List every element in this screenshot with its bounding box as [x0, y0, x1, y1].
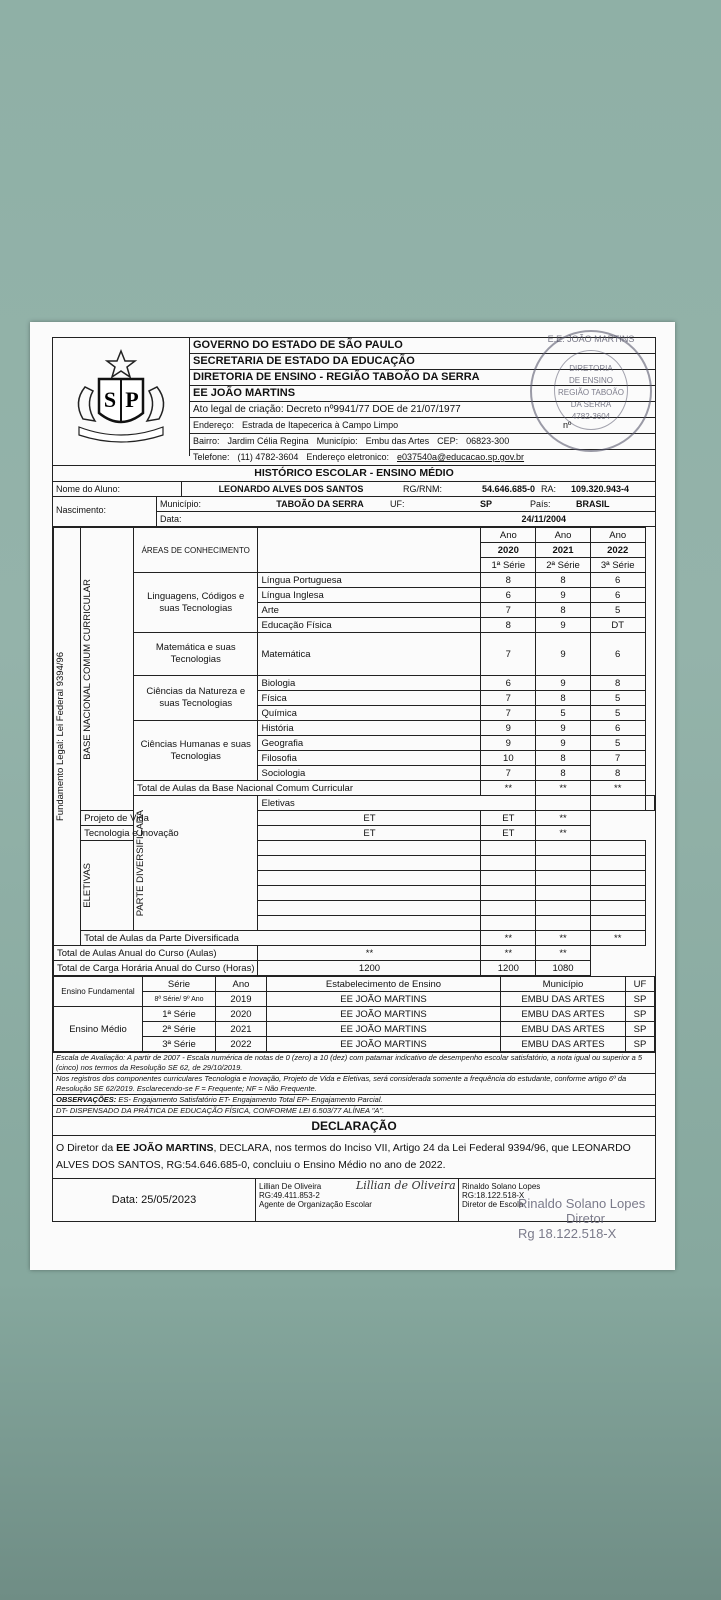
school-name: EE JOÃO MARTINS [190, 386, 655, 402]
disciplina-nome: Filosofia [258, 751, 481, 766]
medio-row [54, 1007, 655, 1022]
diversificada-nome: Tecnologia e Inovação [81, 826, 258, 841]
carga-label: Total de Carga Horária Anual do Curso (Horas) [54, 961, 258, 976]
pais-value: BRASIL [576, 499, 610, 509]
eletiva-nota [536, 901, 591, 916]
ano-label-1: Ano [536, 528, 591, 543]
medio-row [54, 1037, 655, 1052]
total-anual-value: ** [258, 946, 481, 961]
bncc-cell [81, 528, 134, 811]
eletiva-nome [258, 886, 481, 901]
pais-label: País: [530, 499, 551, 509]
director-hand-stamp [518, 1196, 645, 1241]
carga-value: 1200 [258, 961, 481, 976]
nota: 9 [481, 736, 536, 751]
stamp-l1: DIRETORIA [569, 364, 613, 373]
document-title: HISTÓRICO ESCOLAR - ENSINO MÉDIO [53, 466, 655, 482]
cep-value: 06823-300 [466, 436, 510, 446]
eletiva-nota [481, 841, 536, 856]
grade-table [53, 527, 655, 976]
total-bncc-value: ** [481, 781, 536, 796]
eletivas-cell [81, 841, 134, 931]
total-bncc-value: ** [590, 781, 645, 796]
nota: 6 [590, 588, 645, 603]
disciplina-nome: Matemática [258, 633, 481, 676]
hand-stamp-cargo: Diretor [566, 1211, 606, 1226]
nota: 6 [590, 633, 645, 676]
total-anual-row [54, 946, 655, 961]
official-stamp [530, 330, 652, 452]
total-div-label: Total de Aulas da Parte Diversificada [81, 931, 481, 946]
historico-escolar [52, 337, 656, 1222]
disciplina-row [54, 676, 655, 691]
nota: 9 [536, 676, 591, 691]
agente-signature: Lillian de Oliveira [356, 1179, 456, 1192]
nota: 9 [536, 736, 591, 751]
medio-serie: 2ª Série [143, 1022, 216, 1037]
stamp-l3: REGIÃO TABOÃO [558, 388, 624, 397]
nota: 7 [481, 691, 536, 706]
diversificada-nota [645, 796, 654, 811]
diversificada-nota: ET [258, 826, 481, 841]
total-bncc-row [54, 781, 655, 796]
svg-text:P: P [125, 387, 139, 412]
carga-value: 1080 [536, 961, 591, 976]
nota: 7 [590, 751, 645, 766]
telefone-line [190, 450, 655, 465]
fund-escola: EE JOÃO MARTINS [267, 992, 501, 1007]
serie-1: 2ª Série [536, 558, 591, 573]
ano-1: 2021 [536, 543, 591, 558]
bncc-label: BASE NACIONAL COMUM CURRICULAR [82, 578, 94, 760]
hand-stamp-rg: Rg 18.122.518-X [518, 1226, 617, 1241]
telefone-label: Telefone: [193, 452, 230, 462]
registros-note: Nos registros dos componentes curriculares Tecnologia e Inovação, Projeto de Vida e Eletivas, será considerada somente a frequência do estudante, conforme artigo 6º da Resolução SE 62/2019. Esclarecendo-se F = Frequente; NF = Não Frequente. [53, 1074, 655, 1095]
disciplina-nome: Biologia [258, 676, 481, 691]
nota: 7 [481, 706, 536, 721]
areas-label: ÁREAS DE CONHECIMENTO [134, 528, 258, 573]
medio-serie: 3ª Série [143, 1037, 216, 1052]
disciplina-nome: Educação Física [258, 618, 481, 633]
nota: 8 [536, 573, 591, 588]
email-label: Endereço eletronico: [306, 452, 389, 462]
diversificada-nota: ET [258, 811, 481, 826]
nascimento-label: Nascimento: [53, 497, 157, 526]
medio-uf: SP [626, 1022, 655, 1037]
eletiva-nota [590, 841, 645, 856]
nota: 5 [590, 706, 645, 721]
uf-header: UF [626, 977, 655, 992]
ano-label: Ano [216, 977, 267, 992]
fundamento-cell [54, 528, 81, 946]
estab-label: Estabelecimento de Ensino [267, 977, 501, 992]
serie-2: 3ª Série [590, 558, 645, 573]
eletiva-nome [258, 841, 481, 856]
disciplina-nome: Química [258, 706, 481, 721]
nota: 5 [536, 706, 591, 721]
fund-label: Ensino Fundamental [54, 977, 143, 1007]
uf-label: UF: [390, 499, 405, 509]
eletivas-label: ELETIVAS [82, 863, 94, 908]
nota: 6 [481, 676, 536, 691]
serie-0: 1ª Série [481, 558, 536, 573]
nota: 8 [481, 618, 536, 633]
diversificada-nota: ET [481, 826, 536, 841]
diversificada-row [54, 796, 655, 811]
nota: 8 [536, 603, 591, 618]
document-sheet [30, 322, 675, 1270]
agente-cargo: Agente de Organização Escolar [259, 1200, 372, 1209]
disciplina-nome: História [258, 721, 481, 736]
eletiva-nome [258, 916, 481, 931]
eletiva-nota [481, 856, 536, 871]
eletiva-nota [481, 871, 536, 886]
ato-legal: Ato legal de criação: Decreto nº9941/77 DOE de 21/07/1977 [190, 402, 655, 418]
medio-escola: EE JOÃO MARTINS [267, 1022, 501, 1037]
medio-ano: 2020 [216, 1007, 267, 1022]
total-anual-value: ** [481, 946, 536, 961]
diversificada-nome: Eletivas [258, 796, 536, 811]
footer-date: Data: 25/05/2023 [53, 1179, 256, 1221]
nascimento-row [157, 497, 655, 512]
nota: 6 [590, 573, 645, 588]
notes-block [53, 1052, 655, 1117]
medio-uf: SP [626, 1007, 655, 1022]
nome-value: LEONARDO ALVES DOS SANTOS [218, 484, 364, 494]
ano-2: 2022 [590, 543, 645, 558]
observacoes-note [53, 1095, 655, 1106]
data-row [157, 512, 655, 526]
medio-mun: EMBU DAS ARTES [501, 1007, 626, 1022]
aluno-row [53, 482, 655, 497]
nome-label: Nome do Aluno: [53, 482, 182, 496]
nota: 9 [536, 588, 591, 603]
mun-header: Município [501, 977, 626, 992]
disciplina-row [54, 721, 655, 736]
secretaria-title: SECRETARIA DE ESTADO DA EDUCAÇÃO [190, 354, 655, 370]
diversificada-nota: ** [536, 826, 591, 841]
hand-stamp-nome: Rinaldo Solano Lopes [518, 1196, 646, 1211]
agente-nome: Lillian De Oliveira [259, 1182, 322, 1191]
total-anual-label: Total de Aulas Anual do Curso (Aulas) [54, 946, 258, 961]
medio-mun: EMBU DAS ARTES [501, 1037, 626, 1052]
eletiva-nota [590, 856, 645, 871]
eletiva-nome [258, 871, 481, 886]
eletiva-nota [590, 871, 645, 886]
disciplina-header [258, 528, 481, 573]
brasao-icon [65, 347, 177, 447]
nota: 8 [590, 676, 645, 691]
fund-serie: 8ª Série/ 9º Ano [143, 992, 216, 1007]
eletiva-nota [481, 916, 536, 931]
area-2: Ciências da Natureza e suas Tecnologias [134, 676, 258, 721]
eletiva-nome [258, 856, 481, 871]
eletiva-nota [590, 901, 645, 916]
disciplina-nome: Língua Inglesa [258, 588, 481, 603]
escala-note: Escala de Avaliação: A partir de 2007 - Escala numérica de notas de 0 (zero) a 10 (dez) com patamar indicativo de desempenho escolar satisfatório, a nota igual ou superior a 5 (cinco) nos termos da Resolução SE 62, de 29/10/2019. [53, 1053, 655, 1074]
mun-label: Município: [160, 499, 202, 509]
eletiva-nota [590, 886, 645, 901]
nota: 5 [590, 736, 645, 751]
cep-label: CEP: [437, 436, 459, 446]
total-div-row [54, 931, 655, 946]
rg-value: 54.646.685-0 [481, 484, 535, 494]
medio-mun: EMBU DAS ARTES [501, 1022, 626, 1037]
declaracao-pos: , DECLARA, nos termos do Inciso VII, Artigo 24 da Lei Federal 9394/96, que LEONARDO ALVES DOS SANTOS, RG:54.646.685-0, concluiu o Ensino Médio no ano de 2022. [56, 1142, 631, 1171]
obs-label: OBSERVAÇÕES: [56, 1095, 117, 1104]
total-div-value: ** [536, 931, 591, 946]
nota: 8 [536, 691, 591, 706]
declaracao-title: DECLARAÇÃO [53, 1117, 655, 1136]
disciplina-nome: Arte [258, 603, 481, 618]
diversificada-nota [590, 796, 645, 811]
governo-title: GOVERNO DO ESTADO DE SÃO PAULO [190, 338, 655, 354]
disciplina-nome: Língua Portuguesa [258, 573, 481, 588]
stamp-l5: 4782-3604 [571, 412, 611, 421]
disciplina-row [54, 633, 655, 676]
eletiva-nota [536, 871, 591, 886]
medio-label: Ensino Médio [54, 1007, 143, 1052]
grade-header-row [54, 528, 655, 543]
medio-escola: EE JOÃO MARTINS [267, 1007, 501, 1022]
rg-label: RG/RNM: [403, 484, 442, 494]
diversificada-nota: ** [536, 811, 591, 826]
eletiva-nota [481, 886, 536, 901]
bairro-value: Jardim Célia Regina [227, 436, 309, 446]
fund-row [54, 992, 655, 1007]
medio-escola: EE JOÃO MARTINS [267, 1037, 501, 1052]
carga-row [54, 961, 655, 976]
area-0: Linguagens, Códigos e suas Tecnologias [134, 573, 258, 633]
nota: 7 [481, 603, 536, 618]
diretor-nome: Rinaldo Solano Lopes [462, 1182, 541, 1191]
disciplina-row [54, 573, 655, 588]
email-value: e037540a@educacao.sp.gov.br [396, 452, 525, 462]
fund-ano: 2019 [216, 992, 267, 1007]
medio-serie: 1ª Série [143, 1007, 216, 1022]
disciplina-nome: Física [258, 691, 481, 706]
area-1: Matemática e suas Tecnologias [134, 633, 258, 676]
declaracao-text [53, 1136, 655, 1179]
ano-label-0: Ano [481, 528, 536, 543]
agente-rg: RG:49.411.853-2 [259, 1191, 320, 1200]
stamp-top: E.E. JOÃO MARTINS [547, 334, 635, 344]
nota: 5 [590, 603, 645, 618]
dt-note: DT- DISPENSADO DA PRÁTICA DE EDUCAÇÃO FÍSICA, CONFORME LEI 6.503/77 ALÍNEA "A". [53, 1106, 655, 1117]
brasao-sp-logo [53, 338, 190, 456]
fund-uf: SP [626, 992, 655, 1007]
data-value: 24/11/2004 [521, 514, 566, 524]
nota: 8 [481, 573, 536, 588]
disciplina-nome: Geografia [258, 736, 481, 751]
estudos-table [53, 976, 655, 1052]
nota: 5 [590, 691, 645, 706]
total-bncc-label: Total de Aulas da Base Nacional Comum Curricular [134, 781, 481, 796]
endereco-label: Endereço: [193, 420, 235, 430]
total-bncc-value: ** [536, 781, 591, 796]
medio-ano: 2021 [216, 1022, 267, 1037]
fund-mun: EMBU DAS ARTES [501, 992, 626, 1007]
carga-value: 1200 [481, 961, 536, 976]
medio-ano: 2022 [216, 1037, 267, 1052]
diversificada-nota [536, 796, 591, 811]
nota: 9 [536, 618, 591, 633]
eletiva-nota [481, 901, 536, 916]
fundamento-legal: Fundamento Legal: Lei Federal 9394/96 [55, 651, 66, 821]
nota: 9 [481, 721, 536, 736]
nota: 8 [590, 766, 645, 781]
nota: 9 [536, 721, 591, 736]
declaracao-pre: O Diretor da [56, 1142, 114, 1154]
medio-row [54, 1022, 655, 1037]
parte-div-label: PARTE DIVERSIFICADA [135, 809, 147, 917]
stamp-l4: DA SERRA [570, 400, 612, 409]
diversificada-nome: Projeto de Vida [81, 811, 258, 826]
diretoria-title: DIRETORIA DE ENSINO - REGIÃO TABOÃO DA SERRA [190, 370, 655, 386]
serie-label: Série [143, 977, 216, 992]
diversificada-nota: ET [481, 811, 536, 826]
telefone-value: (11) 4782-3604 [237, 452, 299, 462]
ano-0: 2020 [481, 543, 536, 558]
total-div-value: ** [481, 931, 536, 946]
obs-value: ES- Engajamento Satisfatório ET- Engajamento Total EP- Engajamento Parcial. [118, 1095, 383, 1104]
svg-text:S: S [103, 387, 117, 412]
nota: 8 [536, 766, 591, 781]
nota: 7 [481, 766, 536, 781]
eletiva-nota [536, 841, 591, 856]
nota: 6 [481, 588, 536, 603]
nota: 10 [481, 751, 536, 766]
ano-label-2: Ano [590, 528, 645, 543]
nota: DT [590, 618, 645, 633]
diretor-rg: RG:18.122.518-X [462, 1191, 525, 1200]
diretor-cargo: Diretor de Escola [462, 1200, 524, 1209]
municipio-label: Município: [316, 436, 358, 446]
municipio-value: Embu das Artes [365, 436, 430, 446]
eletiva-nota [536, 856, 591, 871]
declaracao-escola: EE JOÃO MARTINS [116, 1142, 214, 1154]
nascimento-block [53, 497, 655, 527]
ra-value: 109.320.943-4 [571, 484, 630, 494]
total-anual-value: ** [536, 946, 591, 961]
total-div-value: ** [590, 931, 645, 946]
numero-label: nº [563, 420, 572, 430]
eletiva-nota [536, 886, 591, 901]
ra-label: RA: [541, 484, 557, 494]
disciplina-nome: Sociologia [258, 766, 481, 781]
endereco-value: Estrada de Itapecerica à Campo Limpo [242, 420, 399, 430]
nota: 9 [536, 633, 591, 676]
uf-value: SP [480, 499, 493, 509]
medio-uf: SP [626, 1037, 655, 1052]
nota: 8 [536, 751, 591, 766]
eletiva-nota [590, 916, 645, 931]
area-3: Ciências Humanas e suas Tecnologias [134, 721, 258, 781]
bairro-label: Bairro: [193, 436, 220, 446]
eletiva-nome [258, 901, 481, 916]
eletiva-nota [536, 916, 591, 931]
stamp-l2: DE ENSINO [568, 376, 613, 385]
estudos-header-row [54, 977, 655, 992]
nota: 7 [481, 633, 536, 676]
nota: 6 [590, 721, 645, 736]
mun-value: TABOÃO DA SERRA [276, 499, 364, 509]
data-label: Data: [160, 514, 182, 524]
